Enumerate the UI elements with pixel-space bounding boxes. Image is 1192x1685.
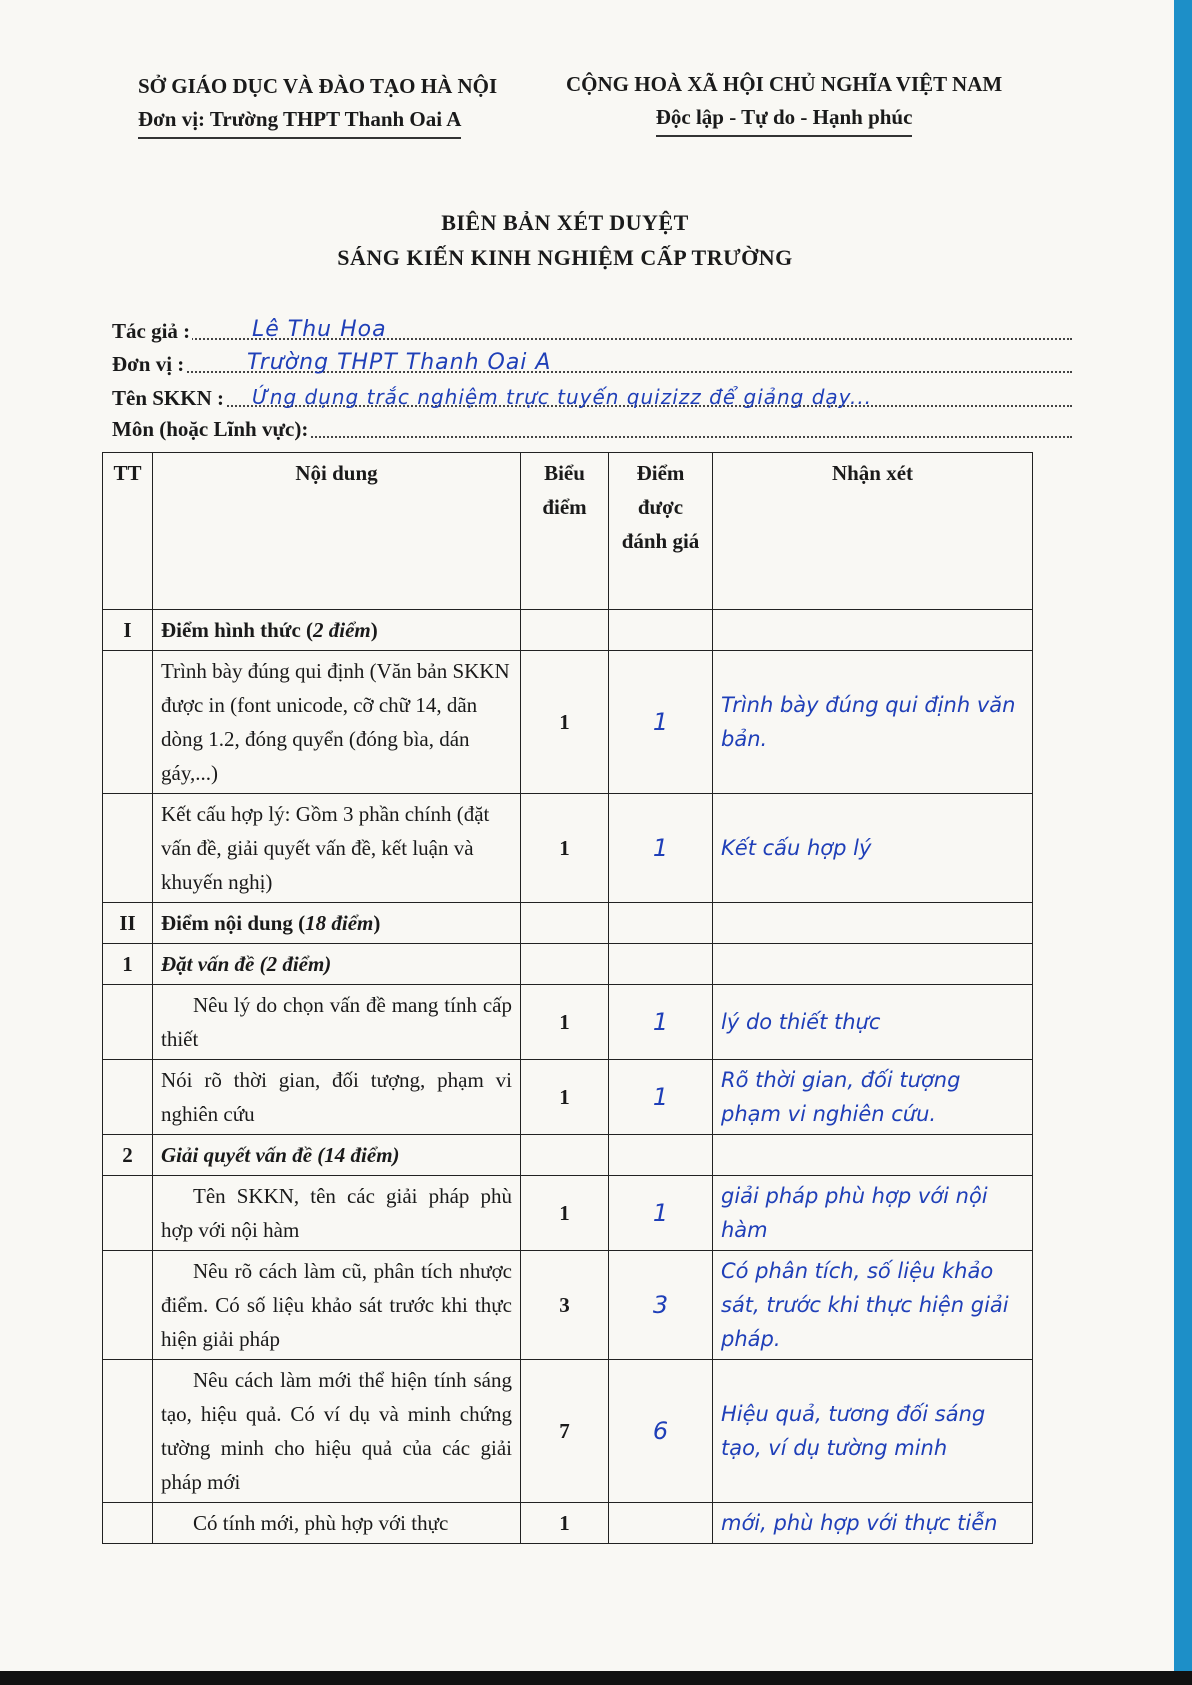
table-header-row	[103, 453, 1033, 610]
header-tt: TT	[103, 453, 153, 610]
row-max-score: 1	[521, 1503, 609, 1544]
subject-label: Môn (hoặc Lĩnh vực):	[112, 417, 309, 441]
row-max-score: 1	[521, 1176, 609, 1251]
skkn-handwritten: Ứng dụng trắc nghiệm trực tuyến quizizz để giảng dạy...	[252, 385, 873, 409]
subsection-max-cell	[521, 1135, 609, 1176]
skkn-field	[112, 383, 1072, 413]
row-awarded-score: 3	[609, 1251, 713, 1360]
row-remark: Trình bày đúng qui định văn bản.	[713, 651, 1033, 794]
row-content: Nói rõ thời gian, đối tượng, phạm vi nghiên cứu	[153, 1060, 521, 1135]
table-row	[103, 1360, 1033, 1503]
row-max-score: 1	[521, 651, 609, 794]
subsection-score-cell	[609, 1135, 713, 1176]
header-content: Nội dung	[153, 453, 521, 610]
row-max-score: 1	[521, 1060, 609, 1135]
document-title: BIÊN BẢN XÉT DUYỆT	[441, 210, 689, 235]
row-awarded-score: 6	[609, 1360, 713, 1503]
section-max-cell	[521, 903, 609, 944]
row-awarded-score: 1	[609, 794, 713, 903]
row-remark: Rõ thời gian, đối tượng phạm vi nghiên cứu.	[713, 1060, 1033, 1135]
row-max-score: 1	[521, 794, 609, 903]
evaluation-table	[102, 452, 1033, 1544]
school-name: Đơn vị: Trường THPT Thanh Oai A	[138, 103, 461, 139]
row-max-score: 1	[521, 985, 609, 1060]
subject-field	[112, 414, 1072, 444]
subsection-number: 1	[103, 944, 153, 985]
row-tt-cell	[103, 1176, 153, 1251]
row-remark: Có phân tích, số liệu khảo sát, trước khi thực hiện giải pháp.	[713, 1251, 1033, 1360]
skkn-label: Tên SKKN :	[112, 386, 225, 410]
table-row	[103, 651, 1033, 794]
row-awarded-score: 1	[609, 651, 713, 794]
bottom-shadow	[0, 1671, 1192, 1685]
subsection-row	[103, 1135, 1033, 1176]
section-row	[103, 903, 1033, 944]
row-awarded-score: 1	[609, 985, 713, 1060]
subsection-remark-cell	[713, 944, 1033, 985]
section-number: I	[103, 610, 153, 651]
row-max-score: 7	[521, 1360, 609, 1503]
section-label: Điểm hình thức (2 điểm)	[153, 610, 521, 651]
unit-handwritten: Trường THPT Thanh Oai A	[247, 350, 552, 375]
section-score-cell	[609, 610, 713, 651]
row-remark: lý do thiết thực	[713, 985, 1033, 1060]
row-awarded-score: 1	[609, 1176, 713, 1251]
row-content: Tên SKKN, tên các giải pháp phù hợp với nội hàm	[153, 1176, 521, 1251]
row-content: Có tính mới, phù hợp với thực	[153, 1503, 521, 1544]
row-content: Nêu cách làm mới thể hiện tính sáng tạo, hiệu quả. Có ví dụ và minh chứng tường minh cho hiệu quả của các giải pháp mới	[153, 1360, 521, 1503]
table-row	[103, 1503, 1033, 1544]
section-row	[103, 610, 1033, 651]
row-tt-cell	[103, 1360, 153, 1503]
row-content: Nêu lý do chọn vấn đề mang tính cấp thiết	[153, 985, 521, 1060]
document-subtitle: SÁNG KIẾN KINH NGHIỆM CẤP TRƯỜNG	[337, 245, 793, 270]
row-content: Trình bày đúng qui định (Văn bản SKKN được in (font unicode, cỡ chữ 14, dãn dòng 1.2, đóng quyển (đóng bìa, dán gáy,...)	[153, 651, 521, 794]
section-number: II	[103, 903, 153, 944]
row-max-score: 3	[521, 1251, 609, 1360]
section-score-cell	[609, 903, 713, 944]
header-right	[566, 68, 1002, 137]
binder-edge	[1174, 0, 1192, 1685]
row-remark: giải pháp phù hợp với nội hàm	[713, 1176, 1033, 1251]
table-row	[103, 794, 1033, 903]
department-name: SỞ GIÁO DỤC VÀ ĐÀO TẠO HÀ NỘI	[138, 74, 498, 98]
subsection-number: 2	[103, 1135, 153, 1176]
row-awarded-score	[609, 1503, 713, 1544]
table-row	[103, 1251, 1033, 1360]
subsection-label: Đặt vấn đề (2 điểm)	[153, 944, 521, 985]
unit-field	[112, 349, 1072, 379]
national-title: CỘNG HOÀ XÃ HỘI CHỦ NGHĨA VIỆT NAM	[566, 72, 1003, 96]
national-motto: Độc lập - Tự do - Hạnh phúc	[656, 101, 913, 137]
row-content: Kết cấu hợp lý: Gồm 3 phần chính (đặt vấn đề, giải quyết vấn đề, kết luận và khuyến nghị)	[153, 794, 521, 903]
section-remark-cell	[713, 903, 1033, 944]
subsection-remark-cell	[713, 1135, 1033, 1176]
author-handwritten: Lê Thu Hoa	[252, 317, 387, 342]
row-remark: Hiệu quả, tương đối sáng tạo, ví dụ tường minh	[713, 1360, 1033, 1503]
unit-label: Đơn vị :	[112, 352, 185, 376]
row-tt-cell	[103, 794, 153, 903]
author-label: Tác giả :	[112, 319, 191, 343]
row-tt-cell	[103, 651, 153, 794]
table-row	[103, 985, 1033, 1060]
subsection-row	[103, 944, 1033, 985]
row-remark: Kết cấu hợp lý	[713, 794, 1033, 903]
header-remark: Nhận xét	[713, 453, 1033, 610]
subsection-score-cell	[609, 944, 713, 985]
row-tt-cell	[103, 1503, 153, 1544]
row-content: Nêu rõ cách làm cũ, phân tích nhược điểm. Có số liệu khảo sát trước khi thực hiện giải pháp	[153, 1251, 521, 1360]
row-tt-cell	[103, 985, 153, 1060]
section-max-cell	[521, 610, 609, 651]
row-awarded-score: 1	[609, 1060, 713, 1135]
author-field	[112, 316, 1072, 346]
table-row	[103, 1176, 1033, 1251]
row-tt-cell	[103, 1060, 153, 1135]
table-row	[103, 1060, 1033, 1135]
section-label: Điểm nội dung (18 điểm)	[153, 903, 521, 944]
header-awarded-score: Điểm được đánh giá	[609, 453, 713, 610]
row-remark: mới, phù hợp với thực tiễn	[713, 1503, 1033, 1544]
header-max-score: Biểu điểm	[521, 453, 609, 610]
subsection-max-cell	[521, 944, 609, 985]
header-left	[138, 70, 497, 139]
row-tt-cell	[103, 1251, 153, 1360]
section-remark-cell	[713, 610, 1033, 651]
subsection-label: Giải quyết vấn đề (14 điểm)	[153, 1135, 521, 1176]
